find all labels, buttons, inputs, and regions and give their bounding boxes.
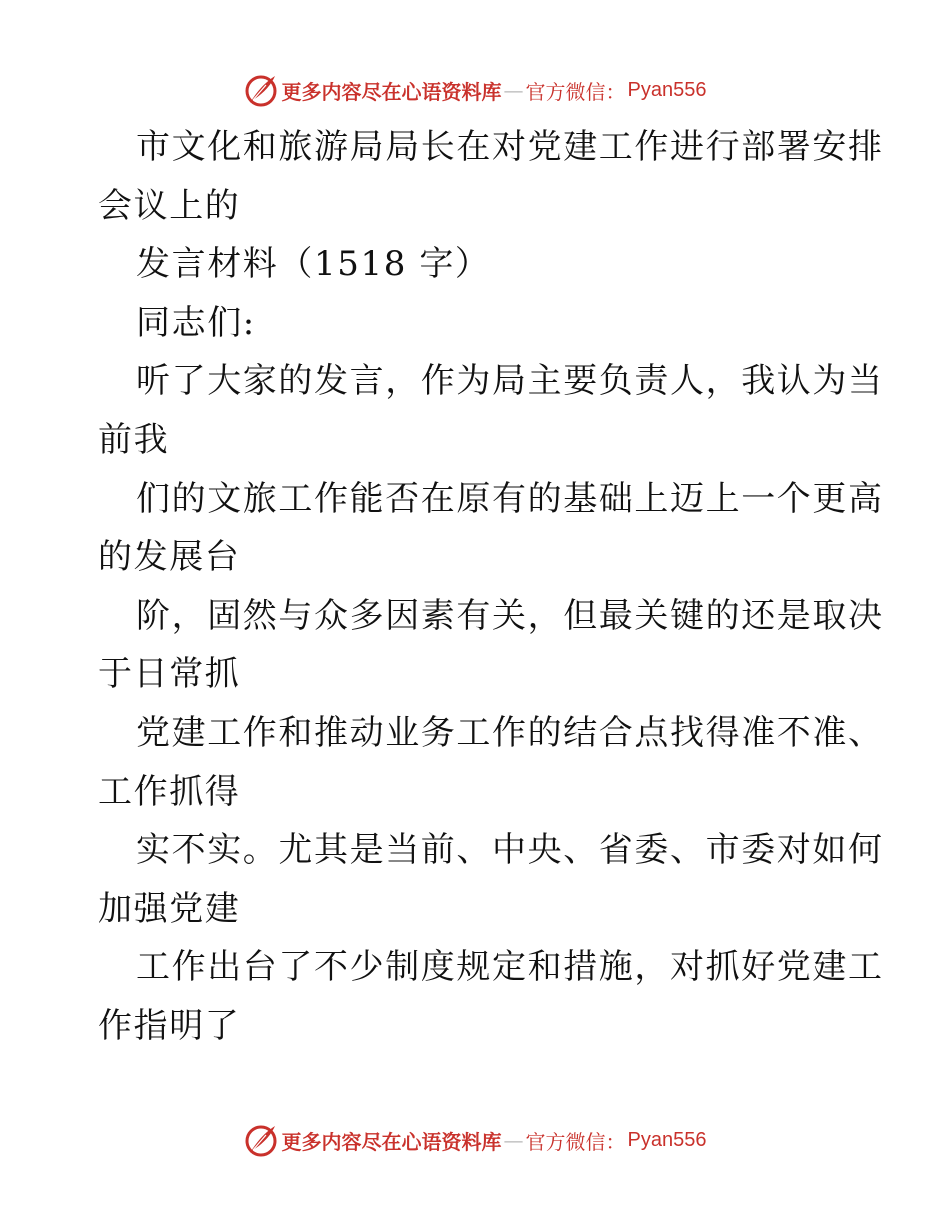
feather-quill-logo-icon <box>244 73 278 107</box>
text-line: 市文化和旅游局局长在对党建工作进行部署安排 <box>136 127 884 167</box>
text-line: 发言材料（1518 字） <box>136 244 491 285</box>
text-line: 的发展台 <box>98 537 241 578</box>
text-line: 工作出台了不少制度规定和措施，对抓好党建工 <box>136 947 884 988</box>
banner-wechat-id: Pyan556 <box>627 1128 707 1151</box>
banner-wechat-label: 官方微信： <box>525 1129 626 1154</box>
feather-quill-logo-icon <box>244 1123 278 1157</box>
text-line: 于日常抓 <box>98 654 241 695</box>
text-line: 阶，固然与众多因素有关，但最关键的还是取决 <box>136 595 884 636</box>
text-line: 实不实。尤其是当前、中央、省委、市委对如何 <box>136 830 884 871</box>
footer-banner <box>0 1120 950 1160</box>
banner-wechat-label: 官方微信： <box>525 79 626 104</box>
banner-separator: — <box>503 78 524 102</box>
banner-text: 更多内容尽在心语资料库 <box>281 1129 502 1154</box>
text-line: 前我 <box>98 419 170 460</box>
text-line: 听了大家的发言，作为局主要负责人，我认为当 <box>136 361 884 402</box>
text-line: 加强党建 <box>98 888 241 929</box>
banner-separator: — <box>503 1128 524 1152</box>
text-line: 党建工作和推动业务工作的结合点找得准不准、 <box>136 712 884 753</box>
text-line: 们的文旅工作能否在原有的基础上迈上一个更高 <box>136 478 884 519</box>
banner-text: 更多内容尽在心语资料库 <box>281 79 502 104</box>
text-line: 会议上的 <box>98 185 241 226</box>
text-line: 同志们: <box>136 302 256 343</box>
text-line: 作指明了 <box>98 1005 241 1046</box>
header-banner <box>0 70 950 110</box>
document-body <box>98 118 884 1056</box>
banner-wechat-id: Pyan556 <box>627 78 707 101</box>
text-line: 工作抓得 <box>98 771 241 812</box>
